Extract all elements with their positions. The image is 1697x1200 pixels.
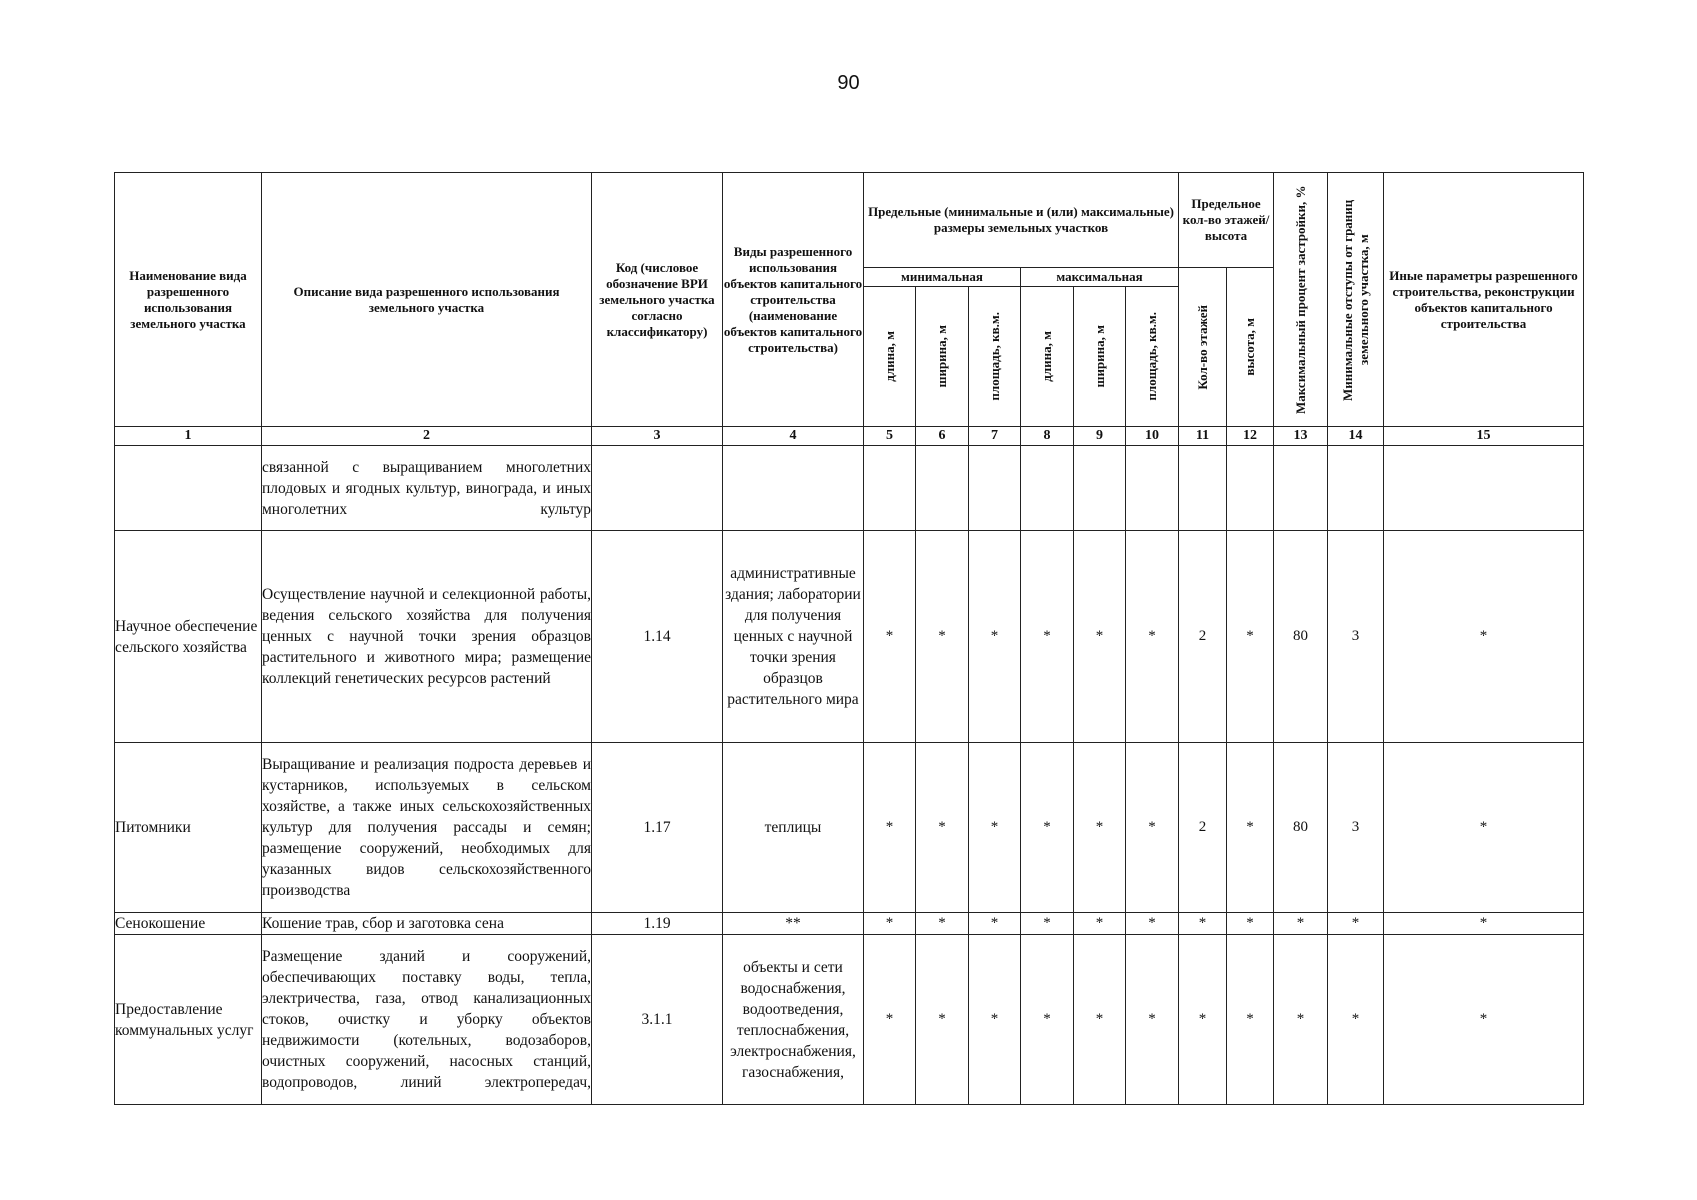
cell-height bbox=[1227, 446, 1274, 531]
cell-min-width: * bbox=[916, 531, 969, 743]
header-max-width: ширина, м bbox=[1074, 287, 1126, 427]
cell-min-setback: 3 bbox=[1328, 743, 1384, 913]
row-objects bbox=[723, 446, 864, 531]
row-objects: административные здания; лаборатории для получения ценных с научной точки зрения образцов растительного мира bbox=[723, 531, 864, 743]
header-max-length: длина, м bbox=[1021, 287, 1074, 427]
row-description: связанной с выращиванием многолетних плодовых и ягодных культур, винограда, и иных многолетних культур bbox=[262, 446, 592, 531]
row-objects: ** bbox=[723, 913, 864, 935]
header-description: Описание вида разрешенного использования земельного участка bbox=[262, 173, 592, 427]
row-description: Размещение зданий и сооружений, обеспечивающих поставку воды, тепла, электричества, газа, отвод канализационных стоков, очистку и уборку объектов недвижимости (котельных, водозаборов, очистных сооружений, насосных станций, водопроводов, линий электропередач, bbox=[262, 935, 592, 1105]
cell-max-percent: 80 bbox=[1274, 743, 1328, 913]
cell-min-length: * bbox=[864, 913, 916, 935]
row-description: Кошение трав, сбор и заготовка сена bbox=[262, 913, 592, 935]
column-number: 8 bbox=[1021, 427, 1074, 446]
cell-height: * bbox=[1227, 935, 1274, 1105]
cell-max-length: * bbox=[1021, 531, 1074, 743]
cell-max-percent: * bbox=[1274, 935, 1328, 1105]
cell-max-width: * bbox=[1074, 913, 1126, 935]
row-name: Предоставление коммунальных услуг bbox=[115, 935, 262, 1105]
table-row bbox=[115, 913, 1584, 935]
cell-other-params bbox=[1384, 446, 1584, 531]
column-number: 6 bbox=[916, 427, 969, 446]
cell-min-area: * bbox=[969, 913, 1021, 935]
cell-min-area: * bbox=[969, 743, 1021, 913]
cell-min-width: * bbox=[916, 935, 969, 1105]
column-number: 10 bbox=[1126, 427, 1179, 446]
table-row bbox=[115, 743, 1584, 913]
cell-min-width: * bbox=[916, 913, 969, 935]
column-number: 5 bbox=[864, 427, 916, 446]
column-number: 2 bbox=[262, 427, 592, 446]
cell-other-params: * bbox=[1384, 935, 1584, 1105]
cell-other-params: * bbox=[1384, 531, 1584, 743]
column-number: 7 bbox=[969, 427, 1021, 446]
zoning-parameters-table bbox=[114, 172, 1584, 1105]
row-description: Осуществление научной и селекционной работы, ведения сельского хозяйства для получения ценных с научной точки зрения образцов растительного и животного мира; размещение коллекций генетических ресурсов растений bbox=[262, 531, 592, 743]
cell-floors bbox=[1179, 446, 1227, 531]
header-min-setback: Минимальные отступы от границ земельного участка, м bbox=[1328, 173, 1384, 427]
column-number-row bbox=[115, 427, 1584, 446]
cell-max-area: * bbox=[1126, 913, 1179, 935]
header-max-percent: Максимальный процент застройки, % bbox=[1274, 173, 1328, 427]
cell-max-width: * bbox=[1074, 743, 1126, 913]
cell-min-setback: * bbox=[1328, 913, 1384, 935]
column-number: 12 bbox=[1227, 427, 1274, 446]
cell-min-setback bbox=[1328, 446, 1384, 531]
cell-min-setback: * bbox=[1328, 935, 1384, 1105]
row-name: Питомники bbox=[115, 743, 262, 913]
row-description: Выращивание и реализация подроста деревьев и кустарников, используемых в сельском хозяйстве, а также иных сельскохозяйственных культур для получения рассады и семян; размещение сооружений, необходимых для указанных видов сельскохозяйственного производства bbox=[262, 743, 592, 913]
cell-max-length: * bbox=[1021, 935, 1074, 1105]
row-objects: объекты и сети водоснабжения, водоотведения, теплоснабжения, электроснабжения, газоснабжения, bbox=[723, 935, 864, 1105]
column-number: 3 bbox=[592, 427, 723, 446]
header-min-width: ширина, м bbox=[916, 287, 969, 427]
page-number: 90 bbox=[837, 72, 860, 94]
header-floors: Кол-во этажей bbox=[1179, 268, 1227, 427]
cell-height: * bbox=[1227, 913, 1274, 935]
cell-min-length: * bbox=[864, 743, 916, 913]
header-other-params: Иные параметры разрешенного строительства, реконструкции объектов капитального строительства bbox=[1384, 173, 1584, 427]
cell-max-area bbox=[1126, 446, 1179, 531]
cell-max-width bbox=[1074, 446, 1126, 531]
header-plot-sizes: Предельные (минимальные и (или) максимальные) размеры земельных участков bbox=[864, 173, 1179, 268]
cell-floors: 2 bbox=[1179, 531, 1227, 743]
column-number: 4 bbox=[723, 427, 864, 446]
cell-max-area: * bbox=[1126, 531, 1179, 743]
cell-min-area bbox=[969, 446, 1021, 531]
cell-max-percent bbox=[1274, 446, 1328, 531]
cell-max-width: * bbox=[1074, 531, 1126, 743]
header-code: Код (числовое обозначение ВРИ земельного участка согласно классификатору) bbox=[592, 173, 723, 427]
header-minimum: минимальная bbox=[864, 268, 1021, 287]
cell-max-percent: 80 bbox=[1274, 531, 1328, 743]
row-code: 3.1.1 bbox=[592, 935, 723, 1105]
cell-min-area: * bbox=[969, 531, 1021, 743]
column-number: 9 bbox=[1074, 427, 1126, 446]
cell-floors: 2 bbox=[1179, 743, 1227, 913]
cell-max-length bbox=[1021, 446, 1074, 531]
row-code: 1.17 bbox=[592, 743, 723, 913]
column-number: 1 bbox=[115, 427, 262, 446]
header-height: высота, м bbox=[1227, 268, 1274, 427]
cell-max-length: * bbox=[1021, 743, 1074, 913]
column-number: 14 bbox=[1328, 427, 1384, 446]
table-row bbox=[115, 446, 1584, 531]
cell-max-width: * bbox=[1074, 935, 1126, 1105]
header-maximum: максимальная bbox=[1021, 268, 1179, 287]
cell-min-width bbox=[916, 446, 969, 531]
column-number: 11 bbox=[1179, 427, 1227, 446]
cell-other-params: * bbox=[1384, 913, 1584, 935]
header-max-area: площадь, кв.м. bbox=[1126, 287, 1179, 427]
row-name bbox=[115, 446, 262, 531]
row-code: 1.19 bbox=[592, 913, 723, 935]
header-min-area: площадь, кв.м. bbox=[969, 287, 1021, 427]
table-row bbox=[115, 935, 1584, 1105]
cell-height: * bbox=[1227, 531, 1274, 743]
header-land-use-name: Наименование вида разрешенного использования земельного участка bbox=[115, 173, 262, 427]
cell-min-length bbox=[864, 446, 916, 531]
cell-max-length: * bbox=[1021, 913, 1074, 935]
header-object-types: Виды разрешенного использования объектов капитального строительства (наименование объектов капитального строительства) bbox=[723, 173, 864, 427]
row-name: Научное обеспечение сельского хозяйства bbox=[115, 531, 262, 743]
cell-height: * bbox=[1227, 743, 1274, 913]
cell-floors: * bbox=[1179, 913, 1227, 935]
cell-max-area: * bbox=[1126, 743, 1179, 913]
row-name: Сенокошение bbox=[115, 913, 262, 935]
cell-min-width: * bbox=[916, 743, 969, 913]
row-code bbox=[592, 446, 723, 531]
cell-min-area: * bbox=[969, 935, 1021, 1105]
cell-max-percent: * bbox=[1274, 913, 1328, 935]
column-number: 15 bbox=[1384, 427, 1584, 446]
cell-max-area: * bbox=[1126, 935, 1179, 1105]
cell-min-setback: 3 bbox=[1328, 531, 1384, 743]
cell-other-params: * bbox=[1384, 743, 1584, 913]
column-number: 13 bbox=[1274, 427, 1328, 446]
header-min-length: длина, м bbox=[864, 287, 916, 427]
cell-floors: * bbox=[1179, 935, 1227, 1105]
header-floors-height: Предельное кол-во этажей/ высота bbox=[1179, 173, 1274, 268]
row-code: 1.14 bbox=[592, 531, 723, 743]
table-row bbox=[115, 531, 1584, 743]
cell-min-length: * bbox=[864, 935, 916, 1105]
cell-min-length: * bbox=[864, 531, 916, 743]
row-objects: теплицы bbox=[723, 743, 864, 913]
